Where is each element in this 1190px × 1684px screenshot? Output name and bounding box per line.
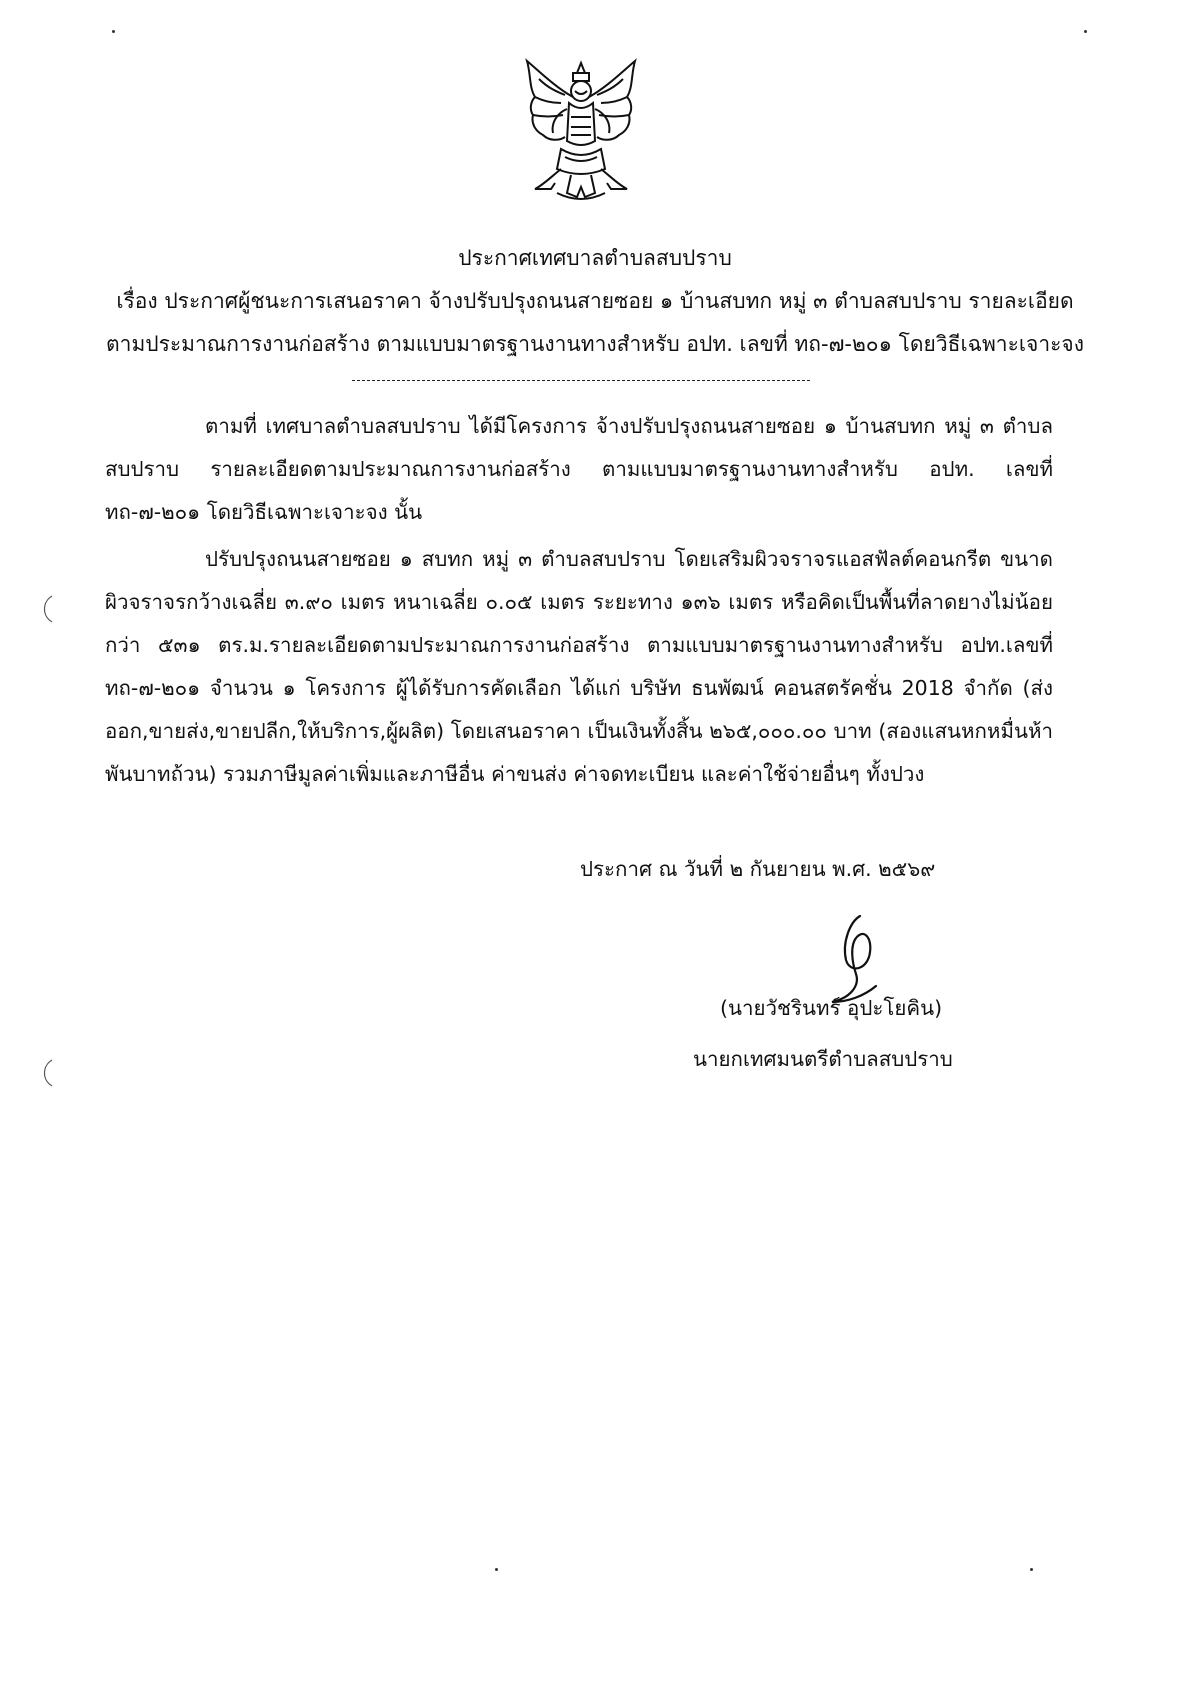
punch-hole-mark	[38, 1058, 58, 1088]
scan-speck	[1030, 1568, 1033, 1571]
subject-line-1: เรื่อง ประกาศผู้ชนะการเสนอราคา จ้างปรับปรุงถนนสายซอย ๑ บ้านสบทก หมู่ ๓ ตำบลสบปราบ รายละเอียด	[116, 289, 1074, 313]
announcement-date: ประกาศ ณ วันที่ ๒ กันยายน พ.ศ. ๒๕๖๙	[580, 857, 936, 881]
scan-speck	[1084, 30, 1087, 33]
signer-position: นายกเทศมนตรีตำบลสบปราบ	[693, 1047, 953, 1071]
paragraph-1-text: ตามที่ เทศบาลตำบลสบปราบ ได้มีโครงการ จ้างปรับปรุงถนนสายซอย ๑ บ้านสบทก หมู่ ๓ ตำบลสบปราบ รายละเอียดตามประมาณการงานก่อสร้าง ตามแบบมาตรฐานงานทางสำหรับ อปท. เลขที่ ทถ-๗-๒๐๑ โดยวิธีเฉพาะเจาะจง นั้น	[105, 414, 1053, 524]
body-paragraph-1	[105, 405, 1053, 534]
paragraph-2-text: ปรับปรุงถนนสายซอย ๑ สบทก หมู่ ๓ ตำบลสบปราบ โดยเสริมผิวจราจรแอสฟัลต์คอนกรีต ขนาดผิวจราจรกว้างเฉลี่ย ๓.๙๐ เมตร หนาเฉลี่ย ๐.๐๕ เมตร ระยะทาง ๑๓๖ เมตร หรือคิดเป็นพื้นที่ลาดยางไม่น้อยกว่า ๕๓๑ ตร.ม.รายละเอียดตามประมาณการงานก่อสร้าง ตามแบบมาตรฐานงานทางสำหรับ อปท.เลขที่ ทถ-๗-๒๐๑ จำนวน ๑ โครงการ ผู้ได้รับการคัดเลือก ได้แก่ บริษัท ธนพัฒน์ คอนสตรัคชั่น 2018 จำกัด (ส่งออก,ขายส่ง,ขายปลีก,ให้บริการ,ผู้ผลิต) โดยเสนอราคา เป็นเงินทั้งสิ้น ๒๖๕,๐๐๐.๐๐ บาท (สองแสนหกหมื่นห้าพันบาทถ้วน) รวมภาษีมูลค่าเพิ่มและภาษีอื่น ค่าขนส่ง ค่าจดทะเบียน และค่าใช้จ่ายอื่นๆ ทั้งปวง	[105, 547, 1053, 786]
scan-speck	[495, 1568, 498, 1571]
garuda-emblem	[521, 57, 641, 205]
body-paragraph-2	[105, 538, 1053, 796]
announcement-title: ประกาศเทศบาลตำบลสบปราบ	[458, 246, 732, 270]
announcement-subject	[100, 280, 1090, 366]
punch-hole-mark	[38, 594, 58, 624]
subject-line-2: ตามประมาณการงานก่อสร้าง ตามแบบมาตรฐานงานทางสำหรับ อปท. เลขที่ ทถ-๗-๒๐๑ โดยวิธีเฉพาะเจาะจง	[106, 332, 1084, 356]
scan-speck	[112, 30, 115, 33]
signer-name: (นายวัชรินทร์ อุปะโยคิน)	[720, 996, 943, 1020]
dashed-divider	[352, 380, 810, 381]
